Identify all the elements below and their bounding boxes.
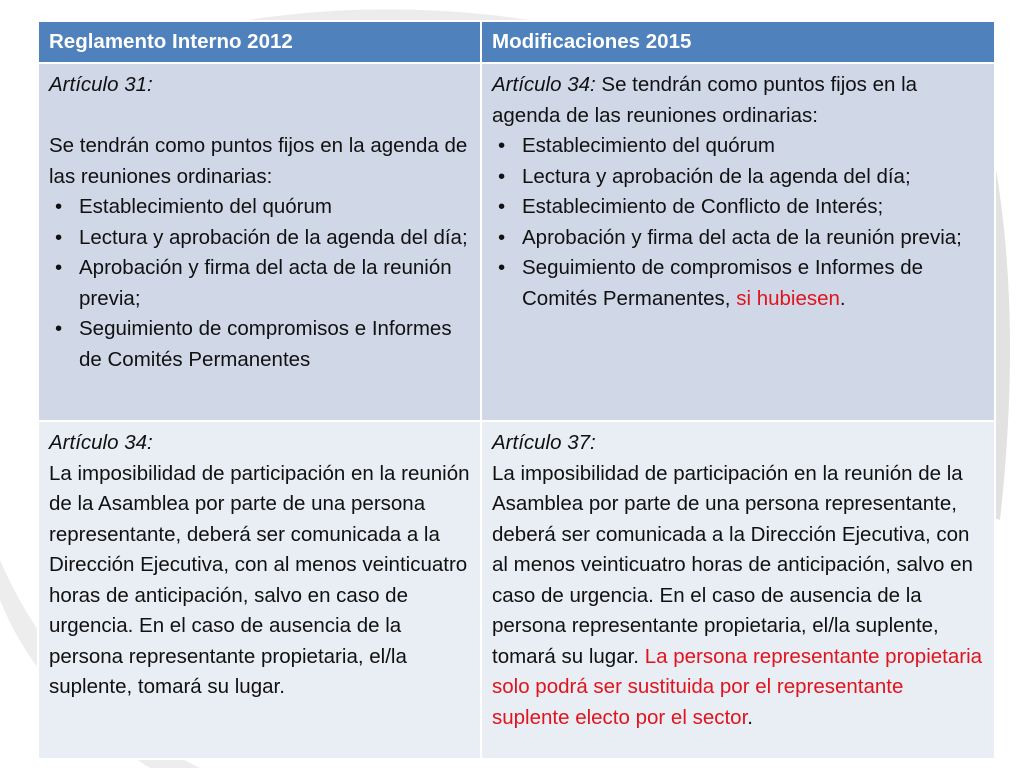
article-title: Artículo 31:: [49, 73, 153, 96]
list-item: • Seguimiento de compromisos e Informes de Comités Permanentes: [49, 314, 470, 375]
cell-articulo-37-2015: [481, 421, 995, 759]
list-item: • Establecimiento de Conflicto de Interés;: [492, 192, 984, 223]
article-intro: Se tendrán como puntos fijos en la agenda de las reuniones ordinarias:: [49, 134, 468, 188]
body-text: La imposibilidad de participación en la reunión de la Asamblea por parte de una persona representante, deberá ser comunicada a la Dirección Ejecutiva, con al menos veinticuatro horas de anticipación, salvo en caso de urgencia. En el caso de ausencia de la persona representante propietaria, el/la suplente, tomará su lugar.: [492, 461, 973, 668]
table-row: [38, 63, 995, 421]
article-intro: Se tendrán como puntos fijos en la agenda de las reuniones ordinarias:: [492, 73, 918, 127]
comparison-table: [37, 20, 996, 760]
body-end: .: [747, 705, 753, 729]
header-modificaciones-2015: Modificaciones 2015: [481, 21, 995, 63]
table-header-row: [38, 21, 995, 63]
list-item: [492, 253, 984, 314]
list-item: • Establecimiento del quórum: [49, 192, 470, 223]
cell-articulo-34-2015: [481, 63, 995, 421]
list-item: • Aprobación y firma del acta de la reunión previa;: [49, 253, 470, 314]
table-row: [38, 421, 995, 759]
header-reglamento-2012: Reglamento Interno 2012: [38, 21, 481, 63]
article-title: Artículo 37:: [492, 431, 596, 454]
item-end: .: [839, 286, 846, 310]
cell-articulo-34-2012: [38, 421, 481, 759]
list-item: • Lectura y aprobación de la agenda del día;: [49, 223, 470, 254]
article-title: Artículo 34:: [492, 73, 596, 96]
list-item: • Aprobación y firma del acta de la reunión previa;: [492, 223, 984, 254]
article-paragraph: [492, 70, 984, 131]
article-title: Artículo 34:: [49, 431, 153, 454]
article-body: [492, 459, 984, 734]
cell-articulo-31-2012: [38, 63, 481, 421]
agenda-points-list: [492, 131, 984, 314]
agenda-points-list: [49, 192, 470, 375]
list-item: • Establecimiento del quórum: [492, 131, 984, 162]
added-text-highlight: La persona representante propietaria solo podrá ser sustituida por el representante suplente electo por el sector: [492, 644, 983, 729]
added-text-highlight: si hubiesen: [736, 286, 840, 310]
list-item: • Lectura y aprobación de la agenda del día;: [492, 162, 984, 193]
blank-line: [49, 101, 470, 132]
item-text: Seguimiento de compromisos e Informes de Comités Permanentes,: [522, 256, 924, 310]
article-body: La imposibilidad de participación en la reunión de la Asamblea por parte de una persona representante, deberá ser comunicada a la Dirección Ejecutiva, con al menos veinticuatro horas de anticipación, salvo en caso de urgencia. En el caso de ausencia de la persona representante propietaria, el/la suplente, tomará su lugar.: [49, 461, 470, 698]
